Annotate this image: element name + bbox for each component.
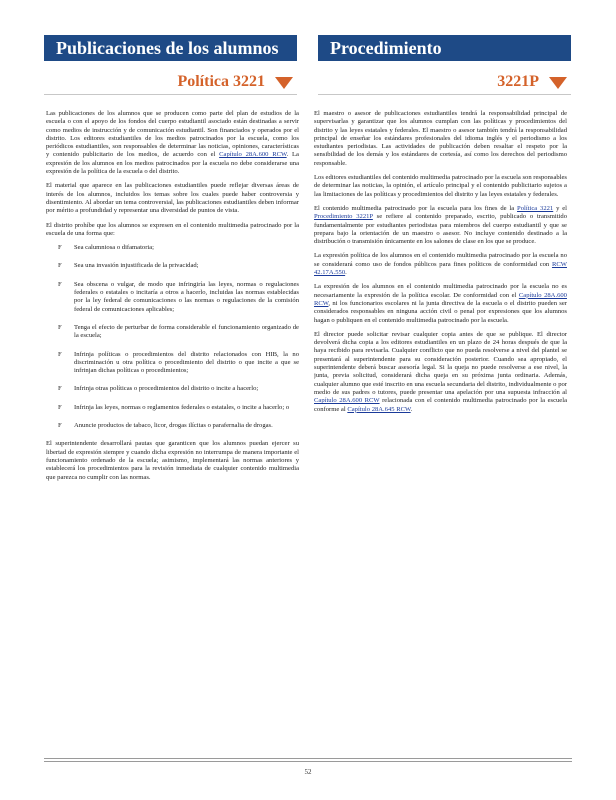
rcw-link[interactable]: Capítulo 28A.600 RCW bbox=[314, 291, 567, 307]
rcw-link[interactable]: RCW 42.17A.550 bbox=[314, 260, 567, 277]
bullet-icon: F bbox=[58, 422, 62, 430]
policy-3221-link[interactable]: Política 3221 bbox=[517, 204, 554, 212]
paragraph: El distrito prohíbe que los alumnos se expresen en el contenido multimedia patrocinado por la escuela de una forma que: bbox=[46, 221, 299, 237]
procedure-3221p-link[interactable]: Procedimiento 3221P bbox=[314, 213, 373, 221]
list-item: F Sea una invasión injustificada de la privacidad; bbox=[58, 262, 199, 270]
bullet-icon: F bbox=[58, 280, 62, 288]
rcw-link[interactable]: Capítulo 28A.600 RCW bbox=[219, 151, 287, 159]
bullet-icon: F bbox=[58, 350, 62, 358]
paragraph: Las publicaciones de los alumnos que se producen como parte del plan de estudios de la escuela o con el apoyo de los fondos del cuerpo estudiantil asociado están destinadas a servir como medios de instrucción y de comunicación estudiantil. Son financiados y operados por el distrito. Los editores estudiantiles de los medios patrocinados por la escuela, como los periódicos estudiantiles, son responsables de determinar las noticias, opiniones, características y contenido publicitario de los medios, de acuerdo con el Capítulo 28A.600 RCW. La expresión de los alumnos en los medios patrocinados por la escuela no debe considerarse una expresión de la política de la escuela o del distrito. bbox=[46, 110, 299, 176]
bullet-icon: F bbox=[58, 323, 62, 331]
paragraph: La expresión política de los alumnos en el contenido multimedia patrocinado por la escuela no se considerará como uso de fondos públicos para fines políticos de conformidad con RCW 42.17A.550. bbox=[314, 252, 567, 277]
list-item: F Infrinja las leyes, normas o reglamentos federales o estatales, o incite a hacerlo; o bbox=[58, 403, 290, 411]
bullet-icon: F bbox=[58, 262, 62, 270]
paragraph: El superintendente desarrollará pautas que garanticen que los alumnos puedan ejercer su libertad de expresión siempre y cuando dicha expresión no interrumpa de manera importante el funcionamiento ordenado de la escuela; asimismo, implementará las normas anteriores y establecerá los procedimientos para la revisión inmediata de cualquier contenido multimedia que parezca no cumplir con las normas. bbox=[46, 440, 299, 481]
procedure-column bbox=[314, 110, 567, 670]
list-item: F Sea obscena o vulgar, de modo que infringiría las leyes, normas o regulaciones federales o estatales o incitaría a otros a hacerlo, incluidas las normas establecidas por la ley federal de comunicaciones o las normas o regulaciones de la comisión federal de comunicaciones aplicables; bbox=[58, 280, 299, 313]
header-bar-left bbox=[44, 35, 297, 61]
page-number: 52 bbox=[304, 768, 312, 776]
triangle-down-icon bbox=[275, 77, 293, 89]
paragraph: El maestro o asesor de publicaciones estudiantiles tendrá la responsabilidad principal de supervisarlas y garantizar que los alumnos cumplan con las políticas y procedimientos del distrito y las leyes estatales y federales. El maestro o asesor también tendrá la responsabilidad principal de enseñar los estándares profesionales del idioma inglés y el periodismo a los estudiantes periodistas. Las actividades de publicación deben resaltar el respeto por la sensibilidad de los demás y los estándares de cortesía, así como los derechos del periodismo responsable. bbox=[314, 110, 567, 167]
list-item: F Sea calumniosa o difamatoria; bbox=[58, 244, 155, 252]
list-item: F Anuncie productos de tabaco, licor, drogas ilícitas o parafernalia de drogas. bbox=[58, 422, 273, 430]
list-item: F Infrinja políticas o procedimientos del distrito relacionados con HIB, la no discriminación u otra política o procedimiento del distrito o que incite a que se infrinjan dichas políticas o procedimientos; bbox=[58, 350, 299, 375]
policy-code-row-right bbox=[318, 72, 571, 95]
bullet-icon: F bbox=[58, 403, 62, 411]
rcw-link[interactable]: Capítulo 28A.645 RCW bbox=[347, 405, 411, 413]
paragraph: Los editores estudiantiles del contenido multimedia patrocinado por la escuela son responsables de determinar las noticias, la opinión, el artículo principal y el contenido publicitario sujetos a las limitaciones de las políticas y procedimientos del distrito y las leyes estatales y federales. bbox=[314, 174, 567, 198]
procedure-title: Procedimiento bbox=[330, 38, 442, 58]
triangle-down-icon bbox=[549, 77, 567, 89]
list-item: F Infrinja otras políticas o procedimientos del distrito o incite a hacerlo; bbox=[58, 385, 259, 393]
footer-rule bbox=[44, 758, 572, 759]
rcw-link[interactable]: Capítulo 28A.600 RCW bbox=[314, 397, 380, 405]
policy-title: Publicaciones de los alumnos bbox=[56, 38, 279, 58]
paragraph: El material que aparece en las publicaciones estudiantiles puede reflejar diversas áreas de interés de los alumnos, incluidos los temas sobre los cuales puede haber controversia y disentimiento. Al abordar un tema controversial, las publicaciones estudiantiles deben informar por mérito a profundidad y representar una diversidad de puntos de vista. bbox=[46, 182, 299, 215]
prohibited-expression-list bbox=[46, 244, 299, 430]
paragraph: El director puede solicitar revisar cualquier copia antes de que se publique. El director devolverá dicha copia a los editores estudiantiles en un plazo de 24 horas después de que la haya recibido para revisarla. Cualquier conflicto que no pueda resolverse a nivel del plantel se presentará al superintendente para su consideración posterior. Cuando sea apropiado, el superintendente deberá buscar asesoría legal. Si la queja no puede resolverse a ese nivel, la junta, previa solicitud, considerará dicha queja en su próxima junta ordinaria. Además, cualquier alumno que esté inscrito en una escuela secundaria del distrito, individualmente o por medio de sus padres o tutores, puede presentar una apelación por una supuesta infracción al Capítulo 28A.600 RCW relacionada con el contenido multimedia patrocinado por la escuela conforme al Capítulo 28A.645 RCW. bbox=[314, 330, 567, 413]
paragraph: La expresión de los alumnos en el contenido multimedia patrocinado por la escuela no es necesariamente la expresión de la política escolar. De conformidad con el Capítulo 28A.600 RCW, ni los funcionarios escolares ni la junta directiva de la escuela o el distrito pueden ser considerados responsables en ninguna acción civil o penal por expresiones que los alumnos hagan o publiquen en el contenido multimedia patrocinado por la escuela. bbox=[314, 283, 567, 324]
list-item: F Tenga el efecto de perturbar de forma considerable el funcionamiento organizado de la escuela; bbox=[58, 323, 299, 340]
bullet-icon: F bbox=[58, 244, 62, 252]
header-bar-right bbox=[318, 35, 571, 61]
policy-column bbox=[46, 110, 299, 670]
policy-code: Política 3221 bbox=[177, 73, 265, 90]
procedure-code: 3221P bbox=[497, 73, 539, 90]
footer-rule bbox=[44, 761, 572, 762]
paragraph: El contenido multimedia patrocinado por la escuela para los fines de la Política 3221 y el Procedimiento 3221P se refiere al contenido preparado, escrito, publicado o transmitido fundamentalmente por estudiantes periodistas para miembros del cuerpo estudiantil y que se prepara bajo la orientación de un maestro o asesor. No incluye contenido destinado a la distribución o transmisión únicamente en los salones de clase en los que se produce. bbox=[314, 204, 567, 246]
bullet-icon: F bbox=[58, 385, 62, 393]
policy-code-row-left bbox=[44, 72, 297, 95]
